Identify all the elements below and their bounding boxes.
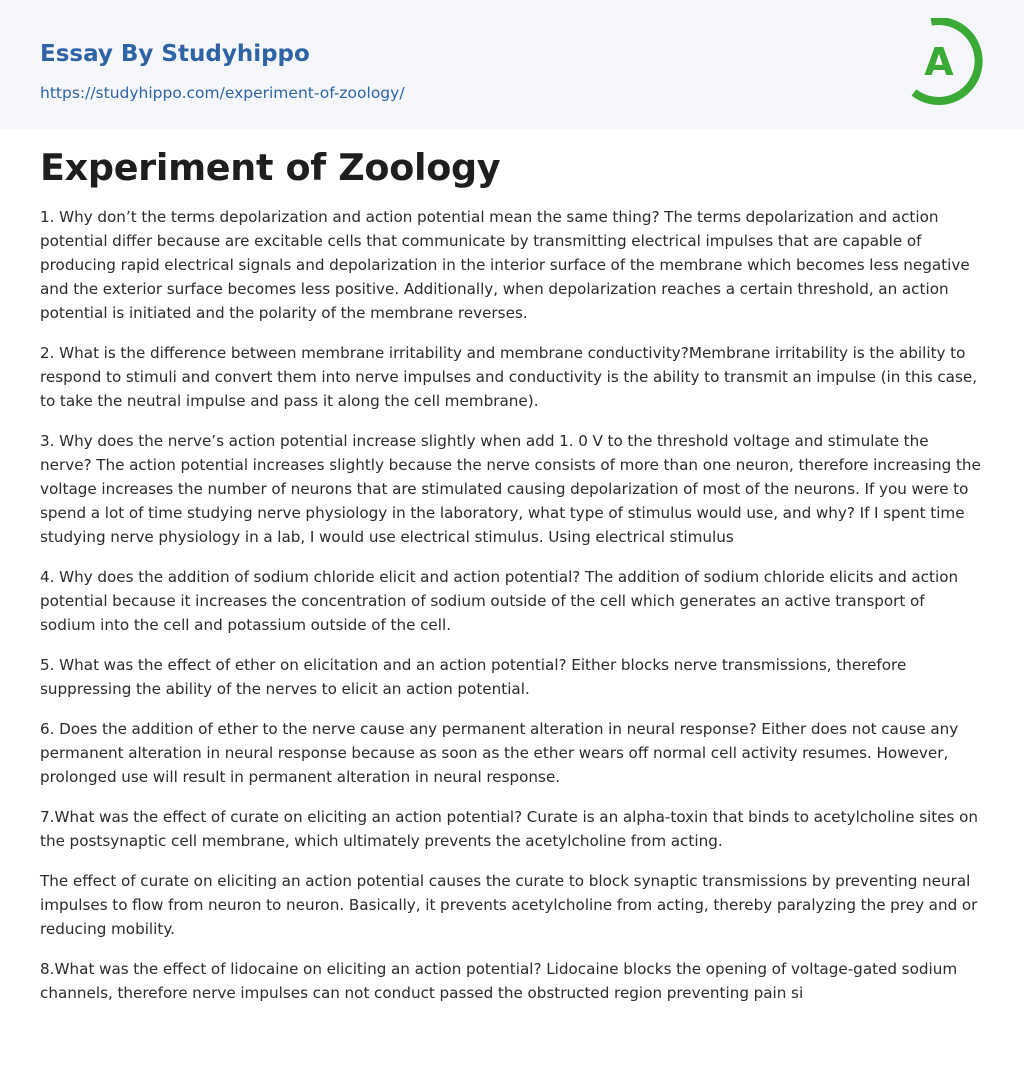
article [40, 140, 984, 1021]
paragraph-8: The effect of curate on eliciting an action potential causes the curate to block synaptic transmissions by preventing neural impulses to flow from neuron to neuron. Basically, it prevents acetylcholine from acting, thereby paralyzing the prey and or reducing mobility. [40, 872, 978, 938]
studyhippo-a-logo-icon[interactable] [898, 18, 986, 106]
brand-title: Essay By Studyhippo [40, 41, 310, 67]
paragraph-7: 7.What was the effect of curate on eliciting an action potential? Curate is an alpha-toxin that binds to acetylcholine sites on the postsynaptic cell membrane, which ultimately prevents the acetylcholine from acting. [40, 808, 979, 850]
paragraph-6: 6. Does the addition of ether to the nerve cause any permanent alteration in neural response? Either does not cause any permanent alteration in neural response because as soon as the ether wears off normal cell activity resumes. However, prolonged use will result in permanent alteration in neural response. [40, 720, 959, 786]
paragraph-3: 3. Why does the nerve’s action potential increase slightly when add 1. 0 V to the threshold voltage and stimulate the nerve? The action potential increases slightly because the nerve consists of more than one neuron, therefore increasing the voltage increases the number of neurons that are stimulated causing depolarization of most of the neurons. If you were to spend a lot of time studying nerve physiology in the laboratory, what type of stimulus would use, and why? If I spent time studying nerve physiology in a lab, I would use electrical stimulus. Using electrical stimulus [40, 432, 981, 546]
paragraph-4: 4. Why does the addition of sodium chloride elicit and action potential? The addition of sodium chloride elicits and action potential because it increases the concentration of sodium outside of the cell which generates an active transport of sodium into the cell and potassium outside of the cell. [40, 568, 959, 634]
article-title: Experiment of Zoology [40, 146, 501, 189]
page-header [0, 0, 1024, 129]
paragraph-1: 1. Why don’t the terms depolarization and action potential mean the same thing? The terms depolarization and action potential differ because are excitable cells that communicate by transmitting electrical impulses that are capable of producing rapid electrical signals and depolarization in the interior surface of the membrane which becomes less negative and the exterior surface becomes less positive. Additionally, when depolarization reaches a certain threshold, an action potential is initiated and the polarity of the membrane reverses. [40, 208, 970, 322]
source-url-link[interactable]: https://studyhippo.com/experiment-of-zoology/ [40, 84, 405, 102]
paragraph-2: 2. What is the difference between membrane irritability and membrane conductivity?Membrane irritability is the ability to respond to stimuli and convert them into nerve impulses and conductivity is the ability to transmit an impulse (in this case, to take the neutral impulse and pass it along the cell membrane). [40, 344, 978, 410]
paragraph-9: 8.What was the effect of lidocaine on eliciting an action potential? Lidocaine blocks the opening of voltage-gated sodium channels, therefore nerve impulses can not conduct passed the obstructed region preventing pain si [40, 960, 958, 1002]
logo-letter: A [924, 40, 954, 84]
paragraph-5: 5. What was the effect of ether on elicitation and an action potential? Either blocks nerve transmissions, therefore suppressing the ability of the nerves to elicit an action potential. [40, 656, 907, 698]
